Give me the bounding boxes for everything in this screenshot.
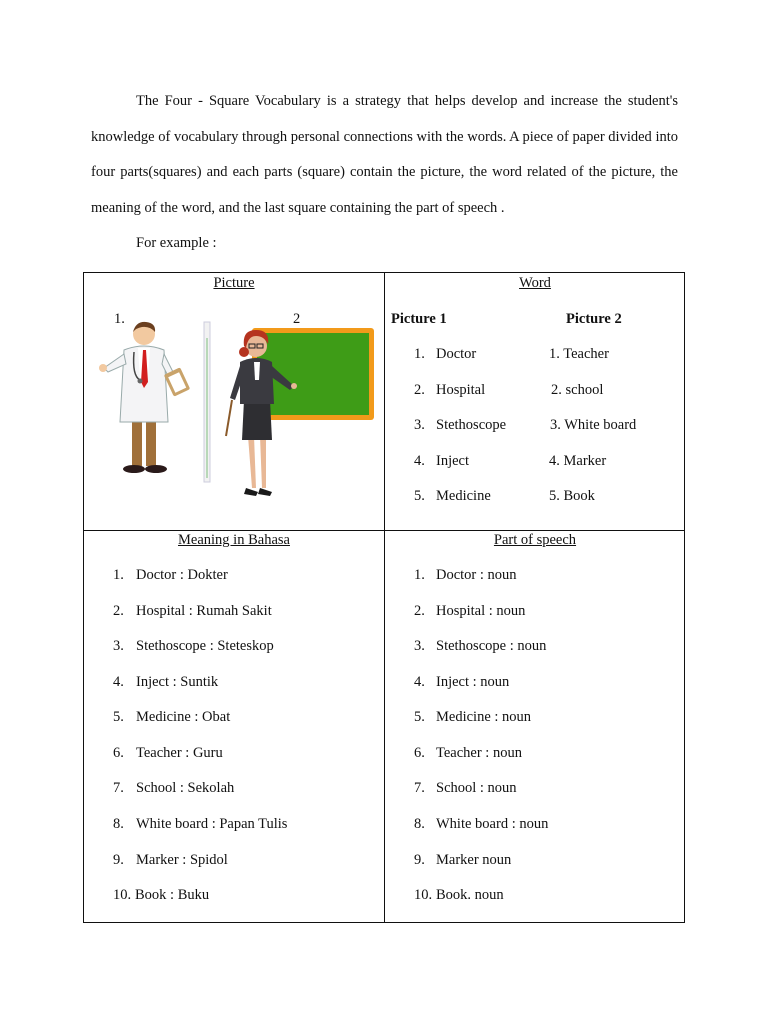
speech-item-text: Hospital : noun (436, 603, 526, 619)
meaning-item-num: 2. (113, 603, 124, 619)
word-p2-item: 5. Book (549, 488, 595, 504)
table-divider-vertical (384, 273, 385, 922)
meaning-item-num: 8. (113, 816, 124, 832)
four-square-table (83, 272, 685, 923)
speech-item-text: Marker noun (436, 852, 512, 868)
speech-item-num: 4. (414, 674, 425, 690)
word-p2-item: 1. Teacher (549, 346, 609, 362)
teacher-chalkboard-illustration-icon (202, 318, 382, 518)
meaning-item-text: Stethoscope : Steteskop (136, 638, 274, 654)
meaning-item-text: Teacher : Guru (136, 745, 223, 761)
word-p1-item: Inject (436, 453, 470, 469)
meaning-item-text: Medicine : Obat (136, 709, 231, 725)
word-heading-picture-1: Picture 1 (391, 311, 447, 327)
word-p1-item: Hospital (436, 382, 486, 398)
picture-label-2: 2 (293, 311, 301, 327)
speech-item-text: Doctor : noun (436, 567, 517, 583)
meaning-item-num: 1. (113, 567, 124, 583)
word-p1-item: Medicine (436, 488, 491, 504)
speech-item-text: Medicine : noun (436, 709, 532, 725)
speech-item-num: 9. (414, 852, 425, 868)
meaning-item-num: 5. (113, 709, 124, 725)
word-p2-item: 4. Marker (549, 453, 607, 469)
word-p1-num: 3. (414, 417, 425, 433)
meaning-item-num: 10. (113, 887, 132, 903)
picture-cell-title: Picture (213, 275, 255, 291)
speech-item-text: School : noun (436, 780, 517, 796)
meaning-item-num: 7. (113, 780, 124, 796)
speech-item-num: 5. (414, 709, 425, 725)
meaning-item-text: Hospital : Rumah Sakit (136, 603, 272, 619)
meaning-cell-title: Meaning in Bahasa (178, 532, 290, 548)
word-p1-item: Stethoscope (436, 417, 507, 433)
word-p2-item: 3. White board (550, 417, 637, 433)
speech-item-num: 1. (414, 567, 425, 583)
word-p1-item: Doctor (436, 346, 477, 362)
meaning-item-text: School : Sekolah (136, 780, 235, 796)
meaning-item-text: Book : Buku (135, 887, 210, 903)
speech-item-text: Teacher : noun (436, 745, 522, 761)
speech-item-num: 8. (414, 816, 425, 832)
speech-item-text: Book. noun (436, 887, 504, 903)
doctor-illustration-icon (94, 318, 194, 478)
speech-item-num: 2. (414, 603, 425, 619)
word-p1-num: 2. (414, 382, 425, 398)
example-label: For example : (136, 235, 217, 251)
intro-paragraph-text: The Four - Square Vocabulary is a strategy that helps develop and increase the student's knowledge of vocabulary through personal connections with the words. A piece of paper divided into four parts(squares) and each parts (square) contain the picture, the word related of the picture, the meaning of the word, and the last square containing the part of speech . (91, 93, 678, 216)
intro-paragraph (91, 84, 678, 226)
speech-item-num: 3. (414, 638, 425, 654)
speech-item-num: 6. (414, 745, 425, 761)
word-heading-picture-2: Picture 2 (566, 311, 622, 327)
word-p1-num: 5. (414, 488, 425, 504)
meaning-item-num: 6. (113, 745, 124, 761)
meaning-item-num: 4. (113, 674, 124, 690)
meaning-item-text: White board : Papan Tulis (136, 816, 288, 832)
speech-item-text: White board : noun (436, 816, 549, 832)
word-p1-num: 1. (414, 346, 425, 362)
meaning-item-num: 9. (113, 852, 124, 868)
picture-label-1: 1. (114, 311, 125, 327)
meaning-item-text: Doctor : Dokter (136, 567, 228, 583)
word-p1-num: 4. (414, 453, 425, 469)
speech-item-text: Stethoscope : noun (436, 638, 547, 654)
word-p2-item: 2. school (551, 382, 604, 398)
meaning-item-text: Marker : Spidol (136, 852, 228, 868)
speech-cell-title: Part of speech (493, 532, 577, 548)
word-cell-title: Word (519, 275, 551, 291)
speech-item-text: Inject : noun (436, 674, 510, 690)
meaning-item-num: 3. (113, 638, 124, 654)
speech-item-num: 10. (414, 887, 433, 903)
meaning-item-text: Inject : Suntik (136, 674, 219, 690)
speech-item-num: 7. (414, 780, 425, 796)
